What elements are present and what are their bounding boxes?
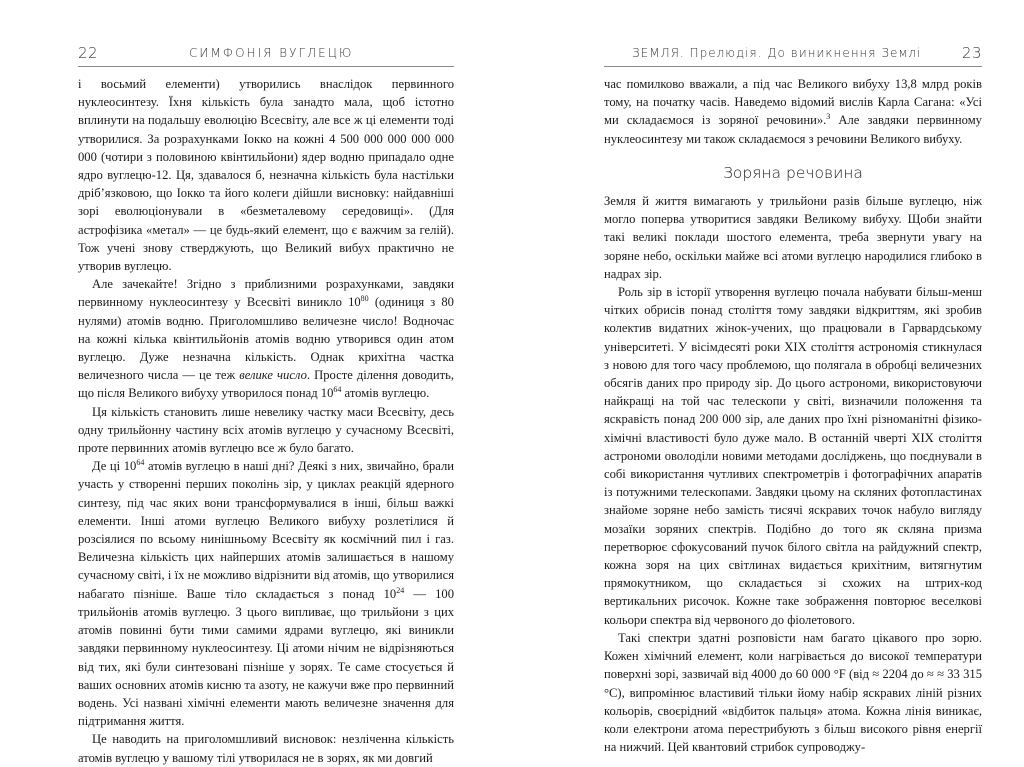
right-body-text (604, 75, 982, 756)
section-title: Зоряна речовина (723, 163, 863, 182)
page-number: 22 (78, 44, 99, 62)
running-head: СИМФОНІЯ ВУГЛЕЦЮ (189, 46, 354, 60)
paragraph: Роль зір в історії утворення вуглецю почала набувати більш-менш чітких обрисів понад століття тому завдяки відкриттям, які зробив колектив видатних жінок-учених, що працювали в Гарвардському університеті. У вісімдесяті роки XIX століття астрономія стикнулася з новою для того часу проблемою, що полягала в обробці величезних обсягів даних про природу зір. До цього астрономи, використовуючи найкращі на той час телескопи у світі, визначили положення та яскравість понад 200 000 зір, але даних про їхні різноманітні фізико-хімічні властивості було дуже мало. В останній чверті XIX століття астрономи оволоділи новими методами досліджень, що поєднували в собі використання чутливих спектрометрів і фотографічних апаратів із потужними телескопами. Завдяки цьому на скляних фотопластинах знайоме зоряне небо замість тисячі яскравих точок набуло вигляду мозаїки зоряних спектрів. Подібно до того як скляна призма перетворює сфокусований пучок білого світла на райдужний спектр, кожна зоря на цих світлинах видається крихітним, витягнутим прямокутником, що складається зі схожих на штрих-код вертикальних рисочок. Кожне таке зображення повторює веселкові кольори спектра від червоного до фіолетового. (604, 285, 982, 627)
paragraph: Земля й життя вимагають у трильйони разів більше вуглецю, ніж могло поперва утворитися завдяки Великому вибуху. Щоби знайти такі великі поклади шостого елемента, треба звернути увагу на зоряне небо, оскільки майже всі атоми вуглецю народилися глибоко в надрах зір. (604, 194, 982, 281)
right-header (604, 44, 982, 66)
left-body-text (78, 75, 454, 767)
left-page (0, 0, 512, 765)
paragraph: Це наводить на приголомшливий висновок: незліченна кількість атомів вуглецю у вашому тілі утворилася не в зорях, як ми довгий (78, 732, 454, 765)
paragraph: час помилково вважали, а під час Великого вибуху 13,8 млрд років тому, на початку часів. Наведемо відомий вислів Карла Сагана: «Усі ми складаємося із зоряної речовини».$^3$ Але завдяки первинному нуклеосинтезу ми також складаємося з речовини Великого вибуху. (604, 77, 982, 146)
right-page (512, 0, 1024, 755)
header-rule (604, 66, 982, 67)
paragraph: Такі спектри здатні розповісти нам багато цікавого про зорю. Кожен хімічний елемент, коли нагрівається до високої температури поверхні зорі, зазвичай від 4000 до 60 000 °F (від ≈ 2204 до ≈ ≈ 33 315 °С), випромінює властивий тільки йому набір яскравих ліній різних кольорів, своєрідний «відбиток пальця» атома. Кожна лінія виникає, коли електрони атома перестрибують з більш високого рівня енергії на нижчий. Цей квантовий стрибок супроводжу- (604, 630, 982, 755)
page-number: 23 (961, 44, 982, 62)
left-header (78, 44, 454, 66)
footnote-ref: 3 (826, 112, 831, 122)
paragraph: і восьмий елементи) утворились внаслідок первинного нуклеосинтезу. Їхня кількість була занадто мала, щоб істотно вплинути на подальшу еволюцію Всесвіту, але все ж ці елементи тоді утворилися. За розрахунками Іокко на кожні 4 500 000 000 000 000 000 (чотири з половиною квінтильйони) ядер водню припадало одне ядро вуглецю-12. Ця, здавалося б, незначна кількість була настільки дріб’язковою, що Іокко та його колеги дійшли висновку: найдавніші зорі еволюціонували в «безметалевому середовищі». (Для астрофізика «метал» — це будь-який елемент, що є важчим за гелій). Тож учені знову стверджують, що Великий вибух практично не утворив вуглецю. (78, 77, 454, 274)
paragraph: Але зачекайте! Згідно з приблизними розрахунками, завдяки первинному нуклеосинтезу у Всесвіті виникло $10^{80}$ (одиниця з 80 нулями) атомів водню. Приголомшливо величезне число! Водночас на кожні кілька квінтильйонів атомів водню утворився один атом вуглецю. Дуже незначна кількість. Однак крихітна частка величезного числа — це теж велике число. Просте ділення доводить, що після Великого вибуху утворилося понад $10^{64}$ атомів вуглецю. (78, 277, 454, 401)
paragraph: Ця кількість становить лише невелику частку маси Всесвіту, десь одну трильйонну частину всіх атомів вуглецю у сучасному Всесвіті, проте первинних атомів вуглецю все ж було багато. (78, 404, 454, 456)
paragraph: Де ці $10^{64}$ атомів вуглецю в наші дні? Деякі з них, звичайно, брали участь у створенні перших поколінь зір, у циклах реакцій ядерного синтезу, під час яких вони трансформувалися в інші, більш важкі елементи. Інші атоми вуглецю Великого вибуху розлетілися й розсіялися по всьому нинішньому Всесвіту як космічний пил і газ. Величезна кількість цих найперших атомів залишається в нашому сучасному світі, і їх не можливо відрізнити від атомів, що утворилися набагато пізніше. Ваше тіло складається з понад $10^{24}$ — 100 трильйонів атомів вуглецю. З цього випливає, що трильйони з цих атомів повинні бути тими самими ядрами вуглецю, які виникли завдяки первинному нуклеосинтезу. Ці атоми нічим не відрізняються від тих, які були синтезовані пізніше у зорях. Те саме стосується й ваших основних атомів кисню та азоту, не кажучи вже про первинний водень. Усі названі хімічні елементи мають величезне значення для підтримання життя. (78, 458, 455, 729)
header-rule (78, 66, 454, 67)
running-head: ЗЕМЛЯ. Прелюдія. До виникнення Землі (632, 46, 922, 60)
